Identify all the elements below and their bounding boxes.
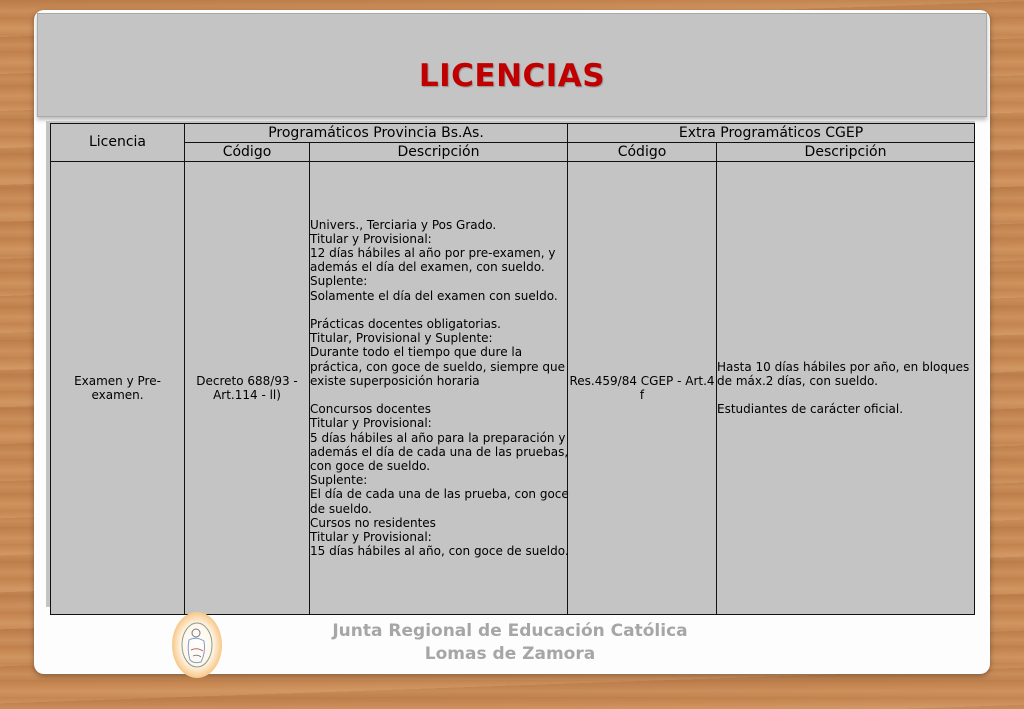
description-line: práctica, con goce de sueldo, siempre que	[310, 359, 565, 374]
header-row-columns	[51, 143, 975, 162]
description-line: Estudiantes de carácter oficial.	[717, 402, 904, 417]
cell-descripcion-provincia	[310, 162, 568, 615]
header-licencia: Licencia	[51, 124, 185, 162]
description-line: Titular y Provisional:	[310, 231, 432, 246]
title-band	[37, 13, 987, 117]
cell-codigo-extra	[568, 162, 717, 615]
blank-line	[717, 388, 974, 402]
header-programaticos-provincia: Programáticos Provincia Bs.As.	[185, 124, 568, 143]
description-line: Solamente el día del examen con sueldo.	[310, 288, 558, 303]
description-line: Durante todo el tiempo que dure la	[310, 345, 523, 360]
header-descripcion-extra: Descripción	[717, 143, 975, 162]
description-line: Titular y Provisional:	[310, 530, 432, 545]
description-line: Concursos docentes	[310, 402, 432, 417]
description-line: 12 días hábiles al año por pre-examen, y	[310, 245, 556, 260]
cell-descripcion-extra	[717, 162, 975, 615]
licencia-text: Examen y Pre-examen.	[74, 373, 161, 402]
description-line: con goce de sueldo.	[310, 459, 431, 473]
blank-line	[310, 388, 567, 402]
description-line: 5 días hábiles al año para la preparación y	[310, 430, 566, 445]
description-line: Prácticas docentes obligatorias.	[310, 316, 501, 331]
table-row	[51, 162, 975, 615]
cell-codigo-provincia	[185, 162, 310, 615]
description-line: Suplente:	[310, 274, 368, 289]
cell-licencia	[51, 162, 185, 615]
description-line: Univers., Terciaria y Pos Grado.	[310, 217, 497, 232]
description-line: Hasta 10 días hábiles por año, en bloques	[717, 359, 970, 374]
footer-location: Lomas de Zamora	[424, 644, 596, 664]
description-line: Cursos no residentes	[310, 515, 436, 530]
licencias-table	[50, 123, 975, 615]
description-line: además el día de cada una de las pruebas,	[310, 444, 569, 459]
header-codigo-extra: Código	[568, 143, 717, 162]
page-title: LICENCIAS	[418, 58, 606, 94]
descripcion-extra-text	[717, 360, 974, 417]
description-line: Suplente:	[310, 473, 368, 488]
description-line: además el día del examen, con sueldo.	[310, 260, 545, 275]
descripcion-provincia-text	[310, 218, 567, 559]
footer-institution: Junta Regional de Educación Católica	[332, 621, 688, 641]
description-line: Titular y Provisional:	[310, 416, 432, 431]
description-line: 15 días hábiles al año, con goce de sueldo.	[310, 544, 569, 559]
codigo-extra-text: Res.459/84 CGEP - Art.4 f	[569, 373, 715, 402]
description-line: Titular, Provisional y Suplente:	[310, 331, 493, 346]
header-descripcion-provincia: Descripción	[310, 143, 568, 162]
header-codigo-provincia: Código	[185, 143, 310, 162]
description-line: existe superposición horaria	[310, 373, 480, 388]
description-line: de sueldo.	[310, 501, 372, 516]
codigo-provincia-text: Decreto 688/93 - Art.114 - ll)	[196, 373, 298, 402]
header-extra-programaticos: Extra Programáticos CGEP	[568, 124, 975, 143]
blank-line	[310, 303, 567, 317]
description-line: El día de cada una de las prueba, con goce	[310, 487, 569, 502]
description-line: de máx.2 días, con sueldo.	[717, 373, 878, 388]
header-row-groups	[51, 124, 975, 143]
